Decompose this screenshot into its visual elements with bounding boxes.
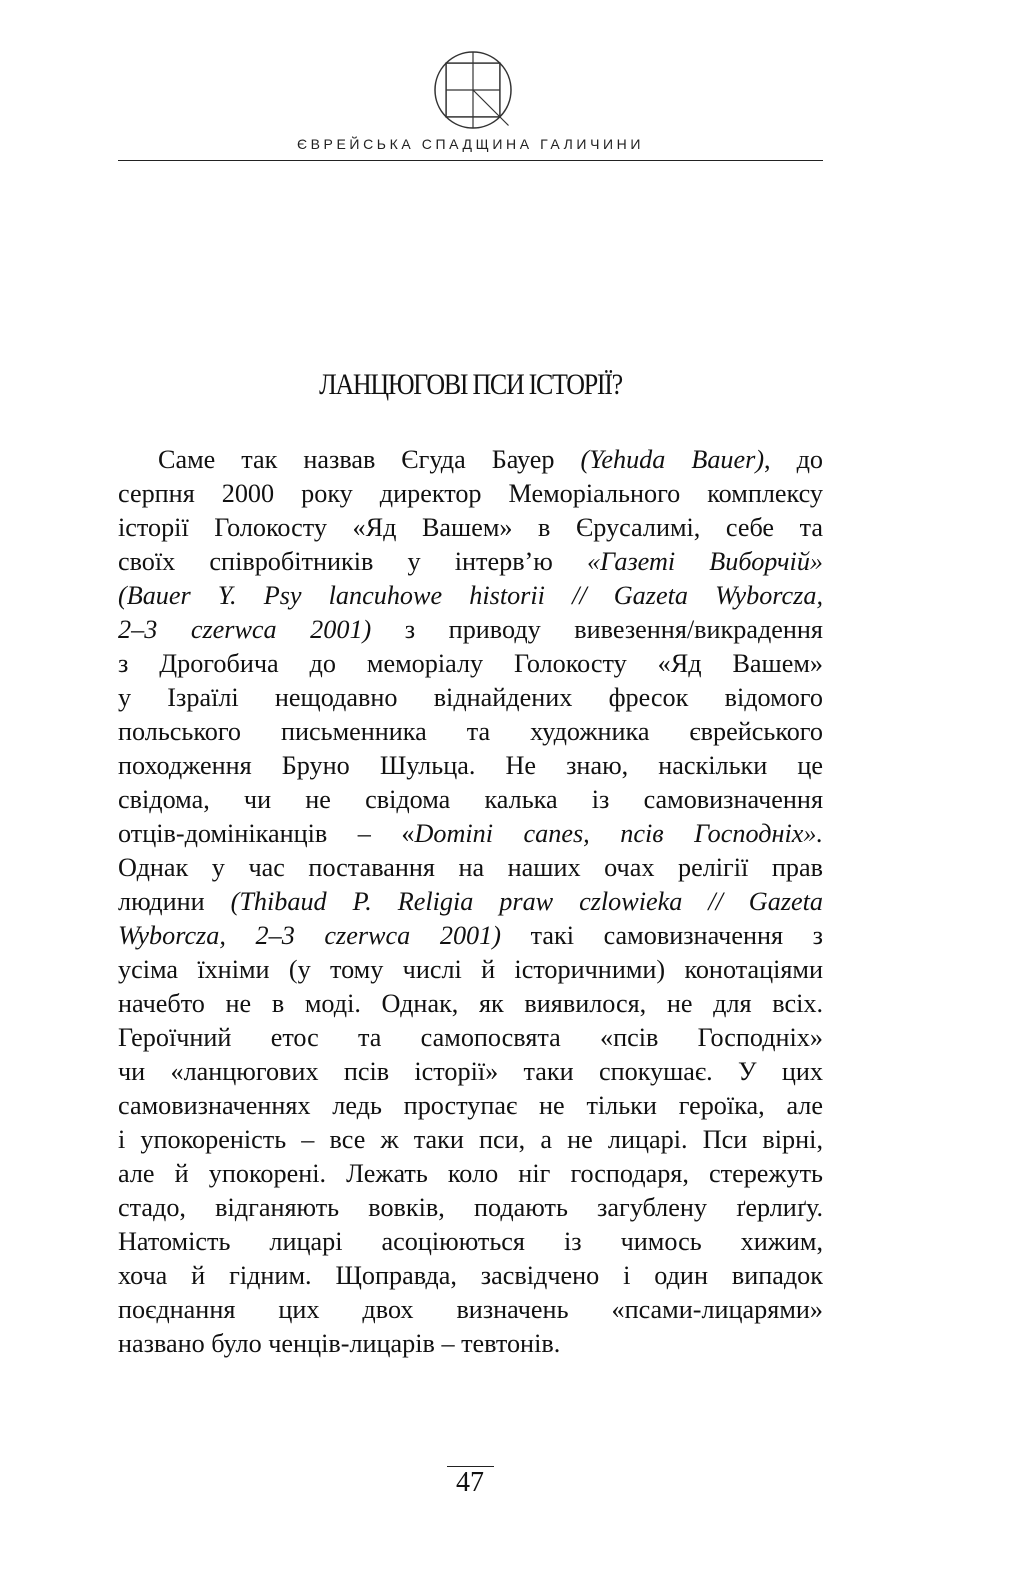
text-span: своїх співробітників у інтерв’ю (118, 547, 588, 576)
text-span: такі самовизначення з (500, 921, 823, 950)
text-line (118, 579, 823, 613)
italic-citation: (Yehuda Bauer) (580, 445, 765, 474)
italic-citation: «Газеті Виборчій» (587, 547, 823, 576)
text-line (118, 1259, 823, 1293)
text-line (118, 783, 823, 817)
text-span: чи «ланцюгових псів історії» таки спокушає. У цих (118, 1057, 823, 1086)
header-rule (118, 160, 823, 161)
text-line (118, 1157, 823, 1191)
text-span: з Дрогобича до меморіалу Голокосту «Яд Вашем» (118, 649, 823, 678)
text-span: поєднання цих двох визначень «псами-лицарями» (118, 1295, 823, 1324)
text-span: хоча й гідним. Щоправда, засвідчено і один випадок (118, 1261, 823, 1290)
text-span: стадо, відганяють вовків, подають загублену ґерлиґу. (118, 1193, 823, 1222)
text-line (118, 953, 823, 987)
running-head: ЄВРЕЙСЬКА СПАДЩИНА ГАЛИЧИНИ (296, 136, 645, 152)
text-line (118, 885, 823, 919)
chapter-title: ЛАНЦЮГОВІ ПСИ ІСТОРІЇ? (319, 368, 622, 401)
italic-citation: Wyborcza, 2–3 czerwca 2001) (118, 921, 501, 950)
circle-square-emblem (433, 50, 513, 130)
text-span: серпня 2000 року директор Меморіального комплексу (118, 479, 823, 508)
text-line (118, 647, 823, 681)
text-span: у Ізраїлі нещодавно віднайдених фресок відомого (118, 683, 823, 712)
text-line (118, 443, 823, 477)
text-span: свідома, чи не свідома калька із самовизначення (118, 785, 823, 814)
text-line (118, 1191, 823, 1225)
text-line (118, 1293, 823, 1327)
text-line (118, 1327, 823, 1361)
text-line (118, 851, 823, 885)
page-number: 47 (456, 1467, 484, 1498)
text-line (118, 715, 823, 749)
text-span: історії Голокосту «Яд Вашем» в Єрусалимі, себе та (118, 513, 823, 542)
text-span: названо було ченців-лицарів – тевтонів. (118, 1329, 561, 1358)
text-span: з приводу вивезення/викрадення (371, 615, 823, 644)
italic-citation: (Bauer Y. Psy lancuhowe historii // Gazeta Wyborcza, (118, 581, 823, 610)
text-span: начебто не в моді. Однак, як виявилося, не для всіх. (118, 989, 823, 1018)
text-span: Героїчний етос та самопосвята «псів Господніх» (118, 1023, 823, 1052)
text-line (118, 919, 823, 953)
text-span: людини (118, 887, 231, 916)
text-span: Однак у час поставання на наших очах релігії прав (118, 853, 823, 882)
italic-citation: 2–3 czerwca 2001) (118, 615, 372, 644)
text-span: усіма їхніми (у тому числі й історичними) конотаціями (118, 955, 823, 984)
text-span: але й упокорені. Лежать коло ніг господаря, стережуть (118, 1159, 823, 1188)
text-span: самовизначеннях ледь проступає не тільки героїка, але (118, 1091, 823, 1120)
text-line (118, 681, 823, 715)
text-span: походження Бруно Шульца. Не знаю, наскільки це (118, 751, 823, 780)
text-line (118, 511, 823, 545)
text-line (118, 477, 823, 511)
text-line (118, 987, 823, 1021)
text-span: Саме так назвав Єгуда Бауер (158, 445, 581, 474)
text-line (118, 817, 823, 851)
text-span: , до (764, 445, 823, 474)
text-span: отців-домініканців – « (118, 819, 415, 848)
body-text (118, 443, 823, 1361)
text-span: польського письменника та художника єврейського (118, 717, 823, 746)
text-line (118, 1021, 823, 1055)
text-span: Натомість лицарі асоціюються із чимось хижим, (118, 1227, 823, 1256)
text-line (118, 1225, 823, 1259)
text-span: і упокореність – все ж таки пси, а не лицарі. Пси вірні, (118, 1125, 823, 1154)
italic-citation: (Thibaud P. Religia praw czlowieka // Gazeta (230, 887, 823, 916)
text-line (118, 1123, 823, 1157)
text-line (118, 749, 823, 783)
text-line (118, 545, 823, 579)
text-line (118, 613, 823, 647)
text-line (118, 1055, 823, 1089)
text-line (118, 1089, 823, 1123)
italic-citation: Domini canes, псів Господніх». (414, 819, 823, 848)
